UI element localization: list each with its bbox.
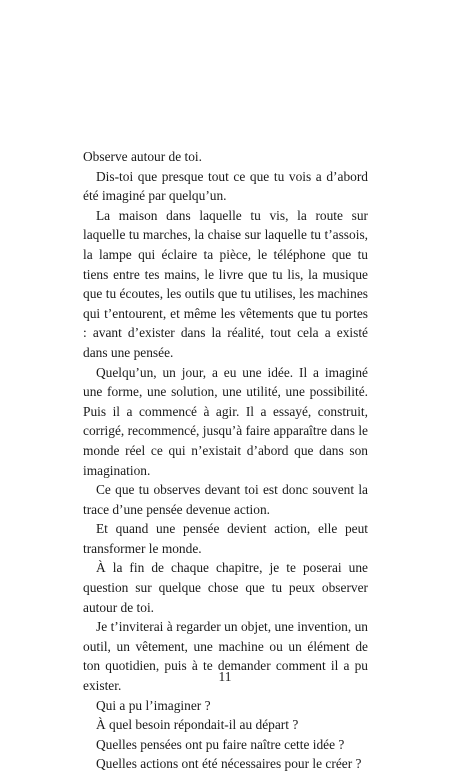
question-1: Qui a pu l’imaginer ? <box>96 697 211 713</box>
paragraph-8: Je t’inviterai à regarder un objet, une invention, un outil, un vêtement, une machine ou un élément de ton quotidien, puis à te demander comment il a pu exister. <box>83 619 368 694</box>
question-4: Quelles actions ont été nécessaires pour le créer ? <box>96 756 362 772</box>
paragraph-5: Ce que tu observes devant toi est donc souvent la trace d’une pensée devenue action. <box>83 482 368 517</box>
paragraph-4: Quelqu’un, un jour, a eu une idée. Il a imaginé une forme, une solution, une utilité, une possibilité. Puis il a commencé à agir. Il a essayé, construit, corrigé, recommencé, jusqu’à faire apparaître dans le monde réel ce qui n’existait d’abord que dans son imagination. <box>83 364 368 478</box>
question-2: À quel besoin répondait-il au départ ? <box>96 717 299 733</box>
page-number: 11 <box>218 669 232 684</box>
paragraph-2: Dis-toi que presque tout ce que tu vois a d’abord été imaginé par quelqu’un. <box>83 168 368 204</box>
paragraph-6: Et quand une pensée devient action, elle peut transformer le monde. <box>83 521 368 556</box>
paragraph-7: À la fin de chaque chapitre, je te poserai une question sur quelque chose que tu peux observer autour de toi. <box>83 560 368 615</box>
paragraph-3: La maison dans laquelle tu vis, la route sur laquelle tu marches, la chaise sur laquelle tu t’assois, la lampe qui éclaire ta pièce, le téléphone que tu tiens entre tes mains, le livre que tu lis, la musique que tu écoutes, les outils que tu utilises, les machines qui t’entourent, et même les vêtements que tu portes : avant d’exister dans la réalité, tout cela a existé dans une pensée. <box>83 207 368 360</box>
question-3: Quelles pensées ont pu faire naître cette idée ? <box>96 736 345 752</box>
paragraph-1: Observe autour de toi. <box>83 149 202 164</box>
